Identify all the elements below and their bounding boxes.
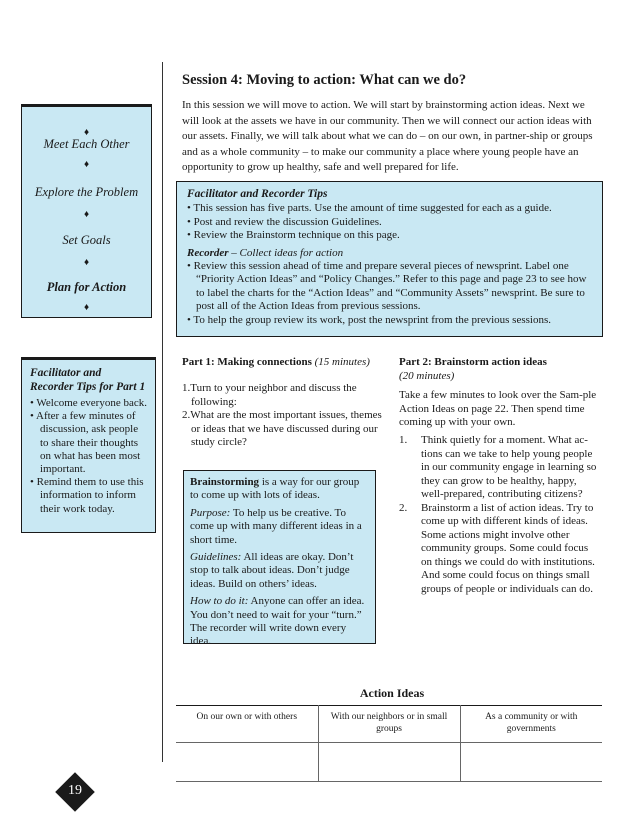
facilitator-tips-list <box>187 202 592 243</box>
list-item: • This session has five parts. Use the amount of time suggested for each as a guide. <box>187 202 552 214</box>
part1-list <box>182 382 382 450</box>
diamond-icon: ♦ <box>83 302 90 313</box>
tips-part1-list <box>30 397 147 516</box>
brainstorm-definition: Brainstorming is a way for our group to come up with lots of ideas. <box>190 476 360 502</box>
column-header: As a community or with governments <box>460 706 602 743</box>
column-header: On our own or with others <box>176 706 318 743</box>
facilitator-tips-heading: Facilitator and Recorder Tips <box>187 188 328 200</box>
brainstorm-guidelines: Guidelines: All ideas are okay. Don’t stop to talk about ideas. Don’t judge ideas. Build on others’ ideas. <box>190 551 354 590</box>
tips-part1-box <box>21 357 156 533</box>
column-header: With our neighbors or in small groups <box>318 706 460 743</box>
part2-list <box>399 434 601 596</box>
recorder-list <box>187 260 592 328</box>
part2-heading: Part 2: Brainstorm action ideas <box>399 356 547 368</box>
brainstorming-box <box>183 470 376 648</box>
list-item: 1. Think quietly for a moment. What ac-tions can we take to help young people in our community engage in learning so they can grow to be healthy, happy, well-prepared, contributing citizens? <box>399 434 597 500</box>
list-item: • Post and review the discussion Guidelines. <box>187 215 382 228</box>
brainstorm-purpose: Purpose: To help us be creative. To come up with many different ideas in a short time. <box>190 506 362 546</box>
brainstorm-howto: How to do it: Anyone can offer an idea. You don’t need to wait for your “turn.” The recorder will write down every idea. <box>190 595 365 648</box>
list-item: • Remind them to use this information to inform their work today. <box>30 476 144 515</box>
recorder-heading: Recorder – Collect ideas for action <box>187 246 344 259</box>
roadmap-step-action: Plan for Action <box>46 280 127 294</box>
table-cell <box>318 743 460 782</box>
action-ideas-title: Action Ideas <box>359 686 425 700</box>
list-item: • After a few minutes of discussion, ask people to share their thoughts on what has been most important. <box>30 410 141 476</box>
facilitator-tips-box <box>176 181 603 337</box>
list-item: 2.What are the most important issues, themes or ideas that we have discussed during our study circle? <box>182 409 382 448</box>
diamond-icon: ♦ <box>83 257 90 268</box>
session-roadmap <box>21 104 152 318</box>
part1-heading: Part 1: Making connections (15 minutes) <box>182 356 370 368</box>
column-divider <box>162 62 163 762</box>
diamond-icon: ♦ <box>83 127 90 138</box>
part2-intro: Take a few minutes to look over the Sam-ple Action Ideas on page 22. Then spend time coming up with your own. <box>399 389 597 428</box>
list-item: • To help the group review its work, post the newsprint from the previous sessions. <box>187 313 551 326</box>
roadmap-step-explore: Explore the Problem <box>34 185 139 199</box>
list-item: • Welcome everyone back. <box>30 397 147 409</box>
action-ideas-table <box>176 705 602 782</box>
list-item: • Review this session ahead of time and prepare several pieces of newsprint. Label one “Priority Action Ideas” and “Policy Changes.” Refer to this page and page 23 to see how to label the charts for the “Action Ideas” and “Community Assets” newsprint. Be sure to post all of the Action Ideas from previous sessions. <box>187 259 587 312</box>
intro-paragraph: In this session we will move to action. We will start by brainstorming action ideas. Next we will look at the assets we have in our community. Then we will connect our action ideas with our assets. Finally, we will talk about what we can do – on our own, in partner-ship or groups and as a whole community – to make our community a place where young people have an opportunity to grow up healthy, safe and well prepared for life. <box>182 99 593 173</box>
tips-part1-title: Facilitator and Recorder Tips for Part 1 <box>30 367 146 393</box>
list-item: 2. Brainstorm a list of action ideas. Try to come up with different kinds of ideas. Some actions might involve other community groups. Some could focus on things we could do with institutions. And some could focus on things small groups of people or individuals can do. <box>399 501 595 595</box>
table-cell <box>460 743 602 782</box>
roadmap-step-goals: Set Goals <box>62 233 111 247</box>
page-title: Session 4: Moving to action: What can we do? <box>182 72 467 88</box>
page-number-badge <box>56 773 94 811</box>
list-item: • Review the Brainstorm technique on this page. <box>187 229 400 241</box>
part2-time: (20 minutes) <box>399 370 455 382</box>
list-item: 1.Turn to your neighbor and discuss the following: <box>182 382 357 408</box>
table-cell <box>176 743 318 782</box>
roadmap-step-meet: Meet Each Other <box>43 137 130 151</box>
diamond-icon: ♦ <box>83 209 90 220</box>
diamond-icon: ♦ <box>83 159 90 170</box>
page-number: 19 <box>68 783 82 798</box>
